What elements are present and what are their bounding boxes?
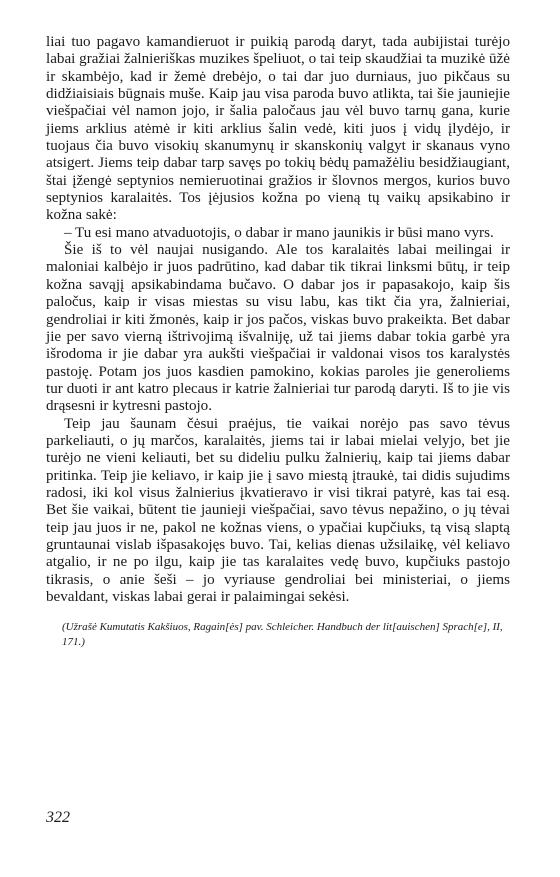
paragraph: Šie iš to vėl naujai nusigando. Ale tos karalaitės labai meilingai ir maloniai kalbėjo ir juos padrūtino, kad dabar tik tikrai linksmi būtų, ir teip kožna savąjį apsikabindama bučavo. O dabar jos ir papasakojo, kaip šis paločus, kaip ir visas miestas su visu labu, kas tikt čia yra, žalnieriai, gendroliai ir kiti žmonės, kaip ir jos pačos, viskas buvo prakeikta. Bet dabar jie per savo vierną ištrivojimą išvalniję, už tai jiems dabar tokia garbė yra išrodoma ir jie dabar yra aukšti viešpačiai ir valdonai visos tos karalystės pastoję. Potam jos juos kasdien pamokino, kokias paroles jie generoliems tur duoti ir ant katro plecaus ir katrie žalnieriai tur parodą daryti. Iš to jie vis drąsesni ir kytresni pastojo. xyxy=(46,242,510,415)
document-page xyxy=(46,34,510,650)
paragraph: liai tuo pagavo kamandieruot ir puikią parodą daryt, tada aubijistai turėjo labai gražiai žalnieriškas muzikes špeliuot, o tai teip skaudžiai ta muzikė ūžė ir skambėjo, kad ir žemė drebėjo, o tai dar juo durniaus, juo pikčaus su didžiaisiais būgnais muše. Kaip jau visa paroda buvo atlikta, tai šie jauniejie viešpačiai vėl namon jojo, ir šalia paločaus jau vėl buvo tarnų gana, kurie jiems arklius atėmė ir kiti arklius šalin vedė, kiti juos į vidų įlydėjo, ir tuojaus čia buvo visokių skanumynų ir skanskonių valgyt ir skanaus vyno atsigert. Jiems teip dabar tarp savęs po tokių bėdų pamažėliu besidžiaugiant, štai įžengė septynios nemieruotinai gražios ir šlovnos mergos, kurios buvo septynios karalaitės. Tos įėjusios kožna po vieną tų vaikų apsikabino ir kožna sakė: xyxy=(46,34,510,224)
paragraph: Teip jau šaunam čėsui praėjus, tie vaikai norėjo pas savo tėvus parkeliauti, o jų marčos, karalaitės, jiems tai ir labai mielai velyjo, bet jie turėjo ne vieni keliauti, bet su dideliu pulku žalnierių, kaip tai jiems dabar pritinka. Teip jie keliavo, ir kaip jie į savo miestą įtraukė, tai didis sujudims radosi, iki kol visus žalnierius įkvatieravo ir visi tikrai patyrė, kas tai esą. Bet šie vaikai, būtent tie jaunieji viešpačiai, savo tėvus nepažino, o jų tėvai teip jau juos ir ne, pakol ne kožnas viens, o ypačiai kupčiuks, tą visą slaptą gruntaunai vislab išpasakojęs buvo. Tai, kelias dienas užsilaikę, vėl keliavo atgalio, ir ne po ilgu, kaip jie tas karalaites vedę buvo, kupčiuks pastojo tikrasis, o anie šeši – jo vyriause gendroliai bei ministeriai, o jiems bevaldant, viskas labai gerai ir palaimingai sekėsi. xyxy=(46,415,510,605)
body-text xyxy=(46,34,510,606)
page-number: 322 xyxy=(46,809,70,826)
source-note: (Užrašė Kumutatis Kakšiuos, Ragain[ės] pav. Schleicher. Handbuch der lit[auischen] Sprach[e], II, 171.) xyxy=(62,621,503,649)
paragraph: – Tu esi mano atvaduotojis, o dabar ir mano jaunikis ir būsi mano vyrs. xyxy=(64,224,494,241)
